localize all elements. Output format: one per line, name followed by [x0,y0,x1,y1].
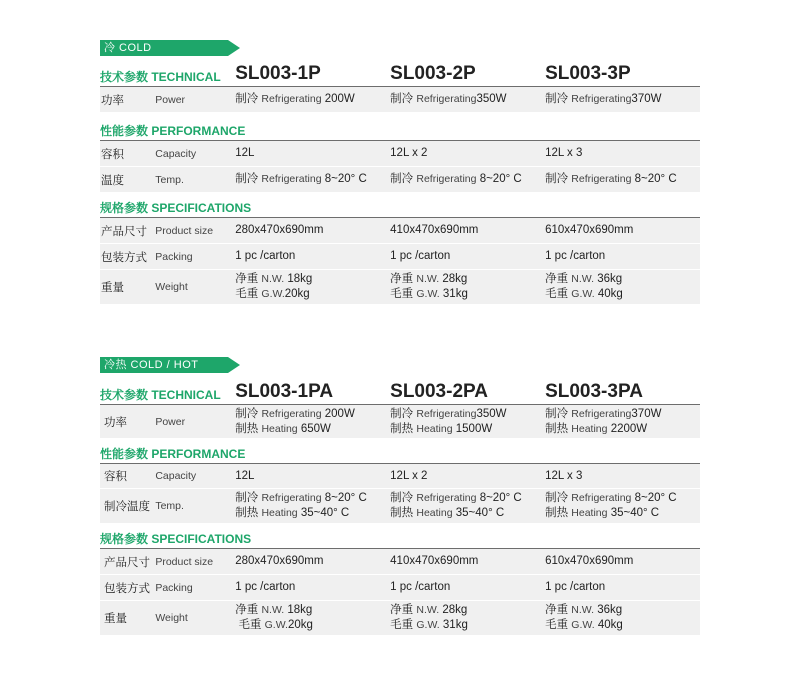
temp-label-en: Temp. [155,500,184,512]
weight-value: 净重 N.W. 36kg 毛重 G.W. 40kg [545,273,623,300]
temp-value: 制冷 Refrigerating 8~20° C [390,173,522,185]
cold-size-row [100,218,700,244]
capacity-value: 12L x 3 [545,147,583,159]
coldhot-model-2: SL003-2PA [390,381,488,402]
coldhot-tag-label: 冷热 COLD / HOT [104,359,199,371]
coldhot-spec-table [100,357,700,636]
temp-value: 制冷 Refrigerating 8~20° C [545,173,677,185]
coldhot-model-1: SL003-1PA [235,381,334,402]
weight-label-zh: 重量 [104,613,127,625]
packing-label-en: Packing [155,250,193,263]
coldhot-technical-label: 技术参数 TECHNICAL [100,388,221,402]
capacity-value: 12L [235,147,255,159]
packing-label-en: Packing [155,581,193,594]
weight-label-en: Weight [155,612,188,624]
temp-label-en: Temp. [155,173,184,186]
power-value: 制冷 Refrigerating 200W 制热 Heating 650W [235,407,355,435]
coldhot-tag [100,357,240,373]
coldhot-performance-label: 性能参数 PERFORMANCE [100,447,246,461]
cold-performance-header [100,113,700,141]
cold-performance-label: 性能参数 PERFORMANCE [100,124,246,138]
power-label-en: Power [155,93,186,106]
size-label-zh: 产品尺寸 [101,225,147,238]
coldhot-packing-row [100,575,700,601]
temp-label-zh: 温度 [101,174,124,187]
packing-value: 1 pc /carton [545,250,606,262]
capacity-label-zh: 容积 [104,471,127,483]
packing-value: 1 pc /carton [390,581,451,593]
cold-power-row [100,87,700,113]
cold-temp-row [100,167,700,193]
coldhot-technical-header [100,373,700,405]
coldhot-performance-header [100,439,700,464]
cold-model-1: SL003-1P [235,63,321,84]
cold-tag [100,40,240,56]
power-value: 制冷 Refrigerating 200W [235,93,355,105]
size-value: 410x470x690mm [390,555,479,567]
capacity-value: 12L [235,469,255,482]
power-value: 制冷 Refrigerating370W [545,93,662,105]
packing-label-zh: 包装方式 [101,251,147,264]
coldhot-model-3: SL003-3PA [545,381,643,402]
cold-model-2: SL003-2P [390,63,476,84]
cold-weight-row [100,270,700,305]
capacity-label-zh: 容积 [101,148,124,161]
weight-value: 净重 N.W. 28kg 毛重 G.W. 31kg [390,273,468,300]
coldhot-power-row [100,405,700,439]
cold-model-3: SL003-3P [545,63,631,84]
capacity-value: 12L x 2 [390,469,428,482]
power-label-zh: 功率 [104,416,127,429]
weight-label-zh: 重量 [101,282,124,294]
size-label-en: Product size [155,555,214,568]
cold-capacity-row [100,141,700,167]
size-label-en: Product size [155,224,214,237]
size-value: 280x470x690mm [235,224,324,236]
temp-label-zh: 制冷温度 [104,501,150,513]
power-label-en: Power [155,415,186,428]
capacity-value: 12L x 3 [545,469,583,482]
power-value: 制冷 Refrigerating370W 制热 Heating 2200W [545,407,662,435]
size-value: 410x470x690mm [390,224,479,236]
cold-tag-label: 冷 COLD [104,42,152,54]
temp-value: 制冷 Refrigerating 8~20° C 制热 Heating 35~40° C [545,492,677,519]
capacity-label-en: Capacity [155,470,197,482]
weight-value: 净重 N.W. 36kg 毛重 G.W. 40kg [545,604,623,631]
capacity-value: 12L x 2 [390,147,428,159]
packing-value: 1 pc /carton [390,250,451,262]
packing-value: 1 pc /carton [235,250,296,262]
temp-value: 制冷 Refrigerating 8~20° C [235,173,367,185]
size-label-zh: 产品尺寸 [104,556,150,569]
packing-label-zh: 包装方式 [104,582,150,595]
power-label-zh: 功率 [101,94,124,107]
coldhot-specifications-header [100,524,700,549]
cold-technical-header [100,56,700,87]
power-value: 制冷 Refrigerating350W [390,93,507,105]
size-value: 610x470x690mm [545,555,634,567]
size-value: 280x470x690mm [235,555,324,567]
size-value: 610x470x690mm [545,224,634,236]
temp-value: 制冷 Refrigerating 8~20° C 制热 Heating 35~40° C [235,492,367,519]
weight-value: 净重 N.W. 28kg 毛重 G.W. 31kg [390,604,468,631]
weight-label-en: Weight [155,281,188,293]
coldhot-specifications-label: 规格参数 SPECIFICATIONS [100,532,252,546]
temp-value: 制冷 Refrigerating 8~20° C 制热 Heating 35~40° C [390,492,522,519]
coldhot-capacity-row [100,464,700,489]
power-value: 制冷 Refrigerating350W 制热 Heating 1500W [390,407,507,435]
cold-specifications-header [100,193,700,218]
weight-value: 净重 N.W. 18kg 毛重 G.W.20kg [235,604,313,631]
coldhot-weight-row [100,601,700,636]
cold-packing-row [100,244,700,270]
capacity-label-en: Capacity [155,147,197,160]
coldhot-size-row [100,549,700,575]
cold-specifications-label: 规格参数 SPECIFICATIONS [100,201,252,215]
weight-value: 净重 N.W. 18kg 毛重 G.W.20kg [235,273,313,300]
cold-technical-label: 技术参数 TECHNICAL [100,70,221,84]
cold-spec-table [100,40,700,305]
packing-value: 1 pc /carton [545,581,606,593]
coldhot-temp-row [100,489,700,524]
packing-value: 1 pc /carton [235,581,296,593]
